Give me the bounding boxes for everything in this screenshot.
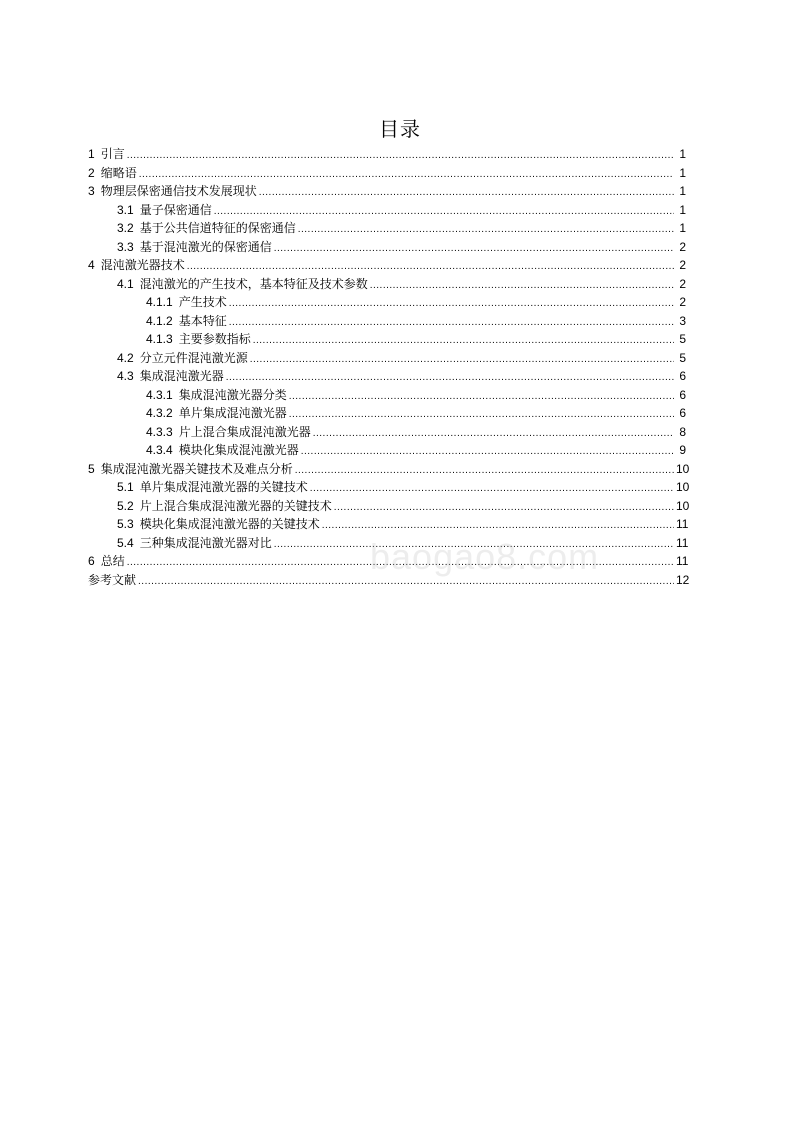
- toc-entry-label: 混沌激光器技术: [100, 258, 185, 272]
- toc-entry-number: 4.3.4: [146, 443, 173, 457]
- toc-page-number: 1: [679, 221, 686, 235]
- toc-entry[interactable]: [88, 275, 686, 294]
- toc-page-number: 10: [676, 498, 690, 513]
- toc-entry-label: 分立元件混沌激光源: [139, 350, 248, 365]
- toc-page-number: 8: [679, 424, 686, 439]
- toc-entry-number: 4.1: [117, 276, 134, 291]
- toc-entry-label: 混沌激光的产生技术，基本特征及技术参数: [139, 276, 368, 291]
- toc-page-number: 12: [676, 572, 690, 587]
- toc-entry[interactable]: [88, 145, 686, 164]
- toc-page-number: 2: [679, 276, 686, 291]
- toc-entry[interactable]: [88, 349, 686, 368]
- toc-entry[interactable]: [88, 497, 690, 516]
- toc-dot-leader: [313, 425, 674, 444]
- toc-dot-leader: [229, 295, 674, 314]
- toc-entry-number: 5.1: [117, 480, 134, 494]
- toc-entry-number: 4.1.2: [146, 313, 173, 328]
- toc-entry-number: 5.3: [117, 517, 134, 531]
- toc-dot-leader: [295, 462, 674, 481]
- table-of-contents: [88, 145, 690, 589]
- toc-entry-label: 集成混沌激光器关键技术及难点分析: [100, 461, 293, 476]
- toc-page-number: 5: [679, 332, 686, 346]
- toc-entry[interactable]: [88, 219, 686, 238]
- toc-entry-number: 5.2: [117, 498, 134, 513]
- toc-dot-leader: [250, 351, 674, 370]
- toc-page-number: 1: [679, 147, 686, 161]
- toc-entry-label: 主要参数指标: [178, 332, 251, 346]
- toc-entry-label: 片上混合集成混沌激光器的关键技术: [139, 498, 332, 513]
- toc-entry-label: 基本特征: [178, 313, 227, 328]
- toc-entry[interactable]: [88, 441, 686, 460]
- toc-page-number: 2: [679, 239, 686, 254]
- toc-entry[interactable]: [88, 182, 686, 201]
- toc-dot-leader: [253, 332, 674, 351]
- toc-page-number: 6: [679, 369, 686, 383]
- toc-entry-label: 片上混合集成混沌激光器: [178, 424, 311, 439]
- toc-entry[interactable]: [88, 404, 686, 423]
- toc-entry-label: 缩略语: [100, 165, 137, 180]
- toc-dot-leader: [274, 240, 674, 259]
- toc-dot-leader: [370, 277, 674, 296]
- toc-entry-number: 1: [88, 147, 95, 161]
- toc-entry[interactable]: [88, 515, 689, 534]
- toc-entry-number: 4.3: [117, 369, 134, 383]
- toc-dot-leader: [301, 443, 674, 462]
- toc-entry[interactable]: [88, 293, 686, 312]
- toc-entry-number: 4.2: [117, 350, 134, 365]
- toc-entry-number: 4.1.1: [146, 295, 173, 309]
- toc-entry-label: 集成混沌激光器分类: [178, 387, 287, 402]
- toc-entry[interactable]: [88, 534, 689, 553]
- toc-entry[interactable]: [88, 552, 689, 571]
- toc-entry[interactable]: [88, 571, 690, 590]
- toc-entry[interactable]: [88, 386, 686, 405]
- toc-entry[interactable]: [88, 367, 686, 386]
- toc-page-number: 5: [679, 350, 686, 365]
- toc-entry-label: 集成混沌激光器: [139, 369, 224, 383]
- toc-entry-label: 总结: [100, 554, 125, 568]
- watermark: baogao8.com: [370, 536, 600, 577]
- toc-entry-number: 4.3.1: [146, 387, 173, 402]
- toc-entry-number: 4: [88, 258, 95, 272]
- toc-entry-number: 4.1.3: [146, 332, 173, 346]
- toc-page-number: 11: [676, 554, 689, 568]
- toc-entry-label: 参考文献: [88, 572, 137, 587]
- toc-entry-number: 2: [88, 165, 95, 180]
- toc-page-number: 1: [679, 184, 686, 198]
- toc-entry[interactable]: [88, 312, 686, 331]
- toc-dot-leader: [226, 369, 674, 388]
- toc-page-number: 6: [679, 387, 686, 402]
- toc-page-number: 11: [676, 535, 689, 550]
- toc-entry-number: 3.1: [117, 202, 134, 217]
- toc-entry-label: 三种集成混沌激光器对比: [139, 535, 272, 550]
- toc-entry-number: 5.4: [117, 535, 134, 550]
- toc-entry[interactable]: [88, 256, 686, 275]
- toc-entry-number: 6: [88, 554, 95, 568]
- toc-entry-label: 基于公共信道特征的保密通信: [139, 221, 296, 235]
- toc-entry-label: 单片集成混沌激光器: [178, 406, 287, 420]
- toc-entry-label: 基于混沌激光的保密通信: [139, 239, 272, 254]
- toc-entry-label: 产生技术: [178, 295, 227, 309]
- toc-entry-number: 3: [88, 184, 95, 198]
- toc-page-number: 1: [679, 202, 686, 217]
- toc-entry[interactable]: [88, 201, 686, 220]
- toc-entry-number: 4.3.3: [146, 424, 173, 439]
- toc-dot-leader: [298, 221, 674, 240]
- toc-entry-number: 5: [88, 461, 95, 476]
- toc-dot-leader: [310, 480, 674, 499]
- toc-entry[interactable]: [88, 330, 686, 349]
- toc-dot-leader: [229, 314, 674, 333]
- toc-entry[interactable]: [88, 478, 690, 497]
- toc-page-number: 11: [676, 517, 689, 531]
- toc-entry-number: 3.2: [117, 221, 134, 235]
- toc-entry-label: 量子保密通信: [139, 202, 212, 217]
- toc-entry[interactable]: [88, 238, 686, 257]
- toc-entry[interactable]: [88, 460, 690, 479]
- toc-dot-leader: [127, 554, 674, 573]
- toc-page-number: 10: [676, 461, 690, 476]
- toc-dot-leader: [289, 388, 674, 407]
- toc-entry-label: 引言: [100, 147, 125, 161]
- toc-page-number: 2: [679, 258, 686, 272]
- toc-entry[interactable]: [88, 423, 686, 442]
- toc-entry-number: 4.3.2: [146, 406, 173, 420]
- toc-entry[interactable]: [88, 164, 686, 183]
- toc-page-number: 3: [679, 313, 686, 328]
- toc-entry-label: 模块化集成混沌激光器的关键技术: [139, 517, 320, 531]
- toc-page-number: 2: [679, 295, 686, 309]
- toc-dot-leader: [322, 517, 674, 536]
- toc-dot-leader: [274, 536, 674, 555]
- toc-dot-leader: [127, 147, 674, 166]
- toc-entry-number: 3.3: [117, 239, 134, 254]
- toc-title: 目录: [379, 117, 421, 141]
- toc-dot-leader: [259, 184, 674, 203]
- toc-page-number: 1: [679, 165, 686, 180]
- toc-page-number: 10: [676, 480, 690, 494]
- toc-entry-label: 单片集成混沌激光器的关键技术: [139, 480, 308, 494]
- toc-dot-leader: [334, 499, 674, 518]
- toc-page-number: 6: [679, 406, 686, 420]
- toc-dot-leader: [289, 406, 674, 425]
- toc-entry-label: 模块化集成混沌激光器: [178, 443, 299, 457]
- toc-dot-leader: [138, 573, 674, 592]
- toc-entry-label: 物理层保密通信技术发展现状: [100, 184, 257, 198]
- toc-page-number: 9: [679, 443, 686, 457]
